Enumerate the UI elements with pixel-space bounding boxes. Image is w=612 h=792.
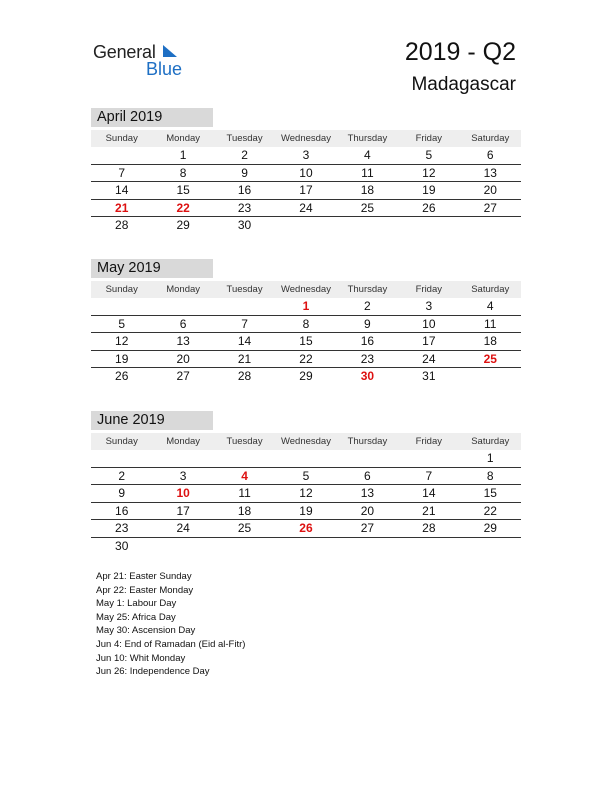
day-cell: 31: [422, 369, 436, 383]
day-cell: 3: [425, 299, 433, 313]
day-cell: 2: [364, 299, 371, 313]
day-cell: 27: [483, 200, 497, 215]
weekday-label: Tuesday: [226, 133, 263, 144]
day-cell: 11: [361, 165, 374, 180]
day-cell: 22: [299, 351, 313, 366]
day-cell: 11: [238, 486, 251, 500]
holiday-item: Jun 4: End of Ramadan (Eid al-Fitr): [96, 638, 246, 650]
holiday-item: May 30: Ascension Day: [96, 625, 196, 637]
week-row: [91, 200, 521, 218]
day-cell: 9: [364, 316, 371, 331]
day-cell: 10: [299, 165, 313, 180]
weekday-label: Sunday: [105, 284, 138, 295]
holiday-list: [96, 570, 396, 679]
day-cell: 23: [237, 200, 252, 215]
day-cell: [152, 298, 213, 315]
week-row: [91, 351, 521, 369]
day-cell: 18: [360, 183, 375, 197]
day-cell: 27: [360, 521, 375, 535]
day-cell: 30: [237, 218, 252, 232]
logo-general-text: General: [93, 42, 156, 62]
week-row: [91, 333, 521, 351]
day-cell: 4: [486, 299, 494, 313]
day-cell: 3: [302, 148, 310, 162]
day-cell: 8: [486, 468, 494, 483]
day-cell: 23: [360, 351, 375, 366]
day-cell: 26: [299, 521, 313, 535]
day-cell: 28: [237, 369, 252, 383]
day-cell: 3: [179, 468, 187, 483]
weekday-label: Friday: [415, 284, 443, 295]
weekday-label: Thursday: [347, 436, 388, 447]
week-row: [91, 182, 521, 200]
day-cell: 17: [299, 183, 313, 197]
week-row: [91, 468, 521, 486]
week-row: [91, 147, 521, 165]
holiday-item: May 1: Labour Day: [96, 598, 177, 610]
day-cell: 7: [118, 165, 126, 180]
day-cell: 1: [486, 451, 494, 465]
day-cell: [398, 217, 459, 234]
day-cell: [275, 538, 336, 555]
day-cell: 26: [115, 369, 129, 383]
month-label: April 2019: [91, 108, 213, 127]
day-cell: 7: [241, 316, 248, 331]
day-cell: 10: [422, 316, 436, 331]
holiday-item: Jun 26: Independence Day: [96, 666, 210, 678]
day-cell: 9: [241, 165, 248, 180]
day-cell: 30: [115, 538, 129, 553]
week-row: [91, 538, 521, 555]
day-cell: 12: [299, 486, 313, 500]
day-cell: 18: [483, 334, 497, 348]
day-cell: 6: [486, 148, 494, 162]
day-cell: 8: [179, 165, 187, 180]
day-cell: 10: [176, 486, 190, 500]
day-cell: 21: [237, 351, 252, 366]
weekday-label: Monday: [166, 436, 201, 447]
day-cell: 23: [115, 521, 129, 535]
day-cell: 12: [115, 334, 129, 348]
holiday-item: Apr 21: Easter Sunday: [96, 571, 192, 582]
week-row: [91, 520, 521, 538]
holiday-item: Jun 10: Whit Monday: [96, 652, 186, 664]
weekday-header-row: [91, 281, 521, 298]
day-cell: 2: [118, 468, 126, 483]
day-cell: 15: [176, 183, 190, 197]
day-cell: [460, 217, 521, 234]
day-cell: 17: [422, 334, 436, 348]
day-cell: 29: [176, 218, 190, 232]
day-cell: 22: [483, 503, 497, 518]
day-cell: 21: [115, 200, 129, 215]
day-cell: 15: [299, 334, 313, 348]
day-cell: 28: [422, 521, 436, 535]
day-cell: 13: [176, 334, 190, 348]
day-cell: 25: [237, 521, 252, 535]
day-cell: [275, 450, 336, 467]
week-row: [91, 503, 521, 521]
day-cell: 20: [483, 183, 497, 197]
day-cell: [214, 450, 275, 467]
day-cell: 9: [118, 486, 126, 500]
day-cell: 16: [237, 183, 252, 197]
week-row: [91, 217, 521, 234]
weekday-label: Monday: [166, 284, 201, 295]
country-name: Madagascar: [411, 74, 516, 95]
day-cell: 13: [360, 486, 375, 500]
day-cell: 6: [179, 316, 187, 331]
weekday-label: Saturday: [471, 436, 510, 447]
day-cell: 30: [360, 369, 375, 383]
day-cell: 19: [299, 503, 313, 518]
day-cell: 27: [176, 369, 190, 383]
day-cell: [91, 147, 152, 164]
day-cell: [460, 368, 521, 385]
logo: [93, 42, 193, 82]
weekday-label: Wednesday: [280, 284, 331, 295]
month-label: May 2019: [91, 259, 213, 278]
page-title: 2019 - Q2: [404, 38, 516, 66]
month-block: [91, 259, 521, 385]
weekday-label: Tuesday: [226, 284, 263, 295]
day-cell: 1: [179, 148, 187, 162]
day-cell: 11: [484, 316, 497, 331]
week-row: [91, 450, 521, 468]
day-cell: 5: [425, 148, 433, 162]
day-cell: 15: [483, 486, 497, 500]
day-cell: 1: [302, 299, 310, 313]
week-row: [91, 316, 521, 334]
week-row: [91, 165, 521, 183]
day-cell: 24: [176, 521, 190, 535]
holiday-item: Apr 22: Easter Monday: [96, 584, 194, 596]
day-cell: [337, 538, 398, 555]
day-cell: 6: [364, 468, 371, 483]
logo-triangle-icon: [163, 45, 177, 57]
day-cell: 4: [241, 468, 248, 483]
day-cell: [91, 450, 152, 467]
day-cell: 14: [115, 183, 129, 197]
day-cell: 7: [425, 468, 433, 483]
day-cell: [398, 538, 459, 555]
day-cell: 13: [483, 165, 497, 180]
day-cell: [152, 538, 213, 555]
month-block: [91, 108, 521, 234]
day-cell: [152, 450, 213, 467]
weekday-label: Thursday: [347, 133, 388, 144]
day-cell: [398, 450, 459, 467]
day-cell: 5: [302, 468, 310, 483]
weekday-label: Thursday: [347, 284, 388, 295]
day-cell: [91, 298, 152, 315]
weekday-header-row: [91, 433, 521, 450]
weekday-label: Sunday: [105, 133, 138, 144]
day-cell: 25: [360, 200, 375, 215]
day-cell: [275, 217, 336, 234]
day-cell: 21: [422, 503, 436, 518]
weekday-label: Wednesday: [280, 133, 331, 144]
weekday-label: Friday: [415, 133, 443, 144]
day-cell: 28: [115, 218, 129, 232]
week-row: [91, 485, 521, 503]
logo-blue-text: Blue: [146, 59, 183, 79]
weekday-header-row: [91, 130, 521, 147]
day-cell: 24: [299, 200, 313, 215]
day-cell: 20: [360, 503, 375, 518]
day-cell: 22: [176, 200, 190, 215]
day-cell: 16: [115, 503, 129, 518]
day-cell: 2: [241, 148, 248, 162]
day-cell: [460, 538, 521, 555]
day-cell: 29: [483, 521, 497, 535]
day-cell: 12: [422, 165, 436, 180]
day-cell: 16: [360, 334, 375, 348]
weekday-label: Monday: [166, 133, 201, 144]
day-cell: 14: [237, 334, 252, 348]
day-cell: 8: [302, 316, 310, 331]
day-cell: 19: [115, 351, 129, 366]
month-block: [91, 411, 521, 554]
day-cell: 25: [483, 351, 497, 366]
day-cell: 5: [118, 316, 126, 331]
day-cell: 29: [299, 369, 313, 383]
weekday-label: Saturday: [471, 133, 510, 144]
weekday-label: Saturday: [471, 284, 510, 295]
day-cell: 17: [176, 503, 190, 518]
day-cell: 24: [422, 351, 436, 366]
day-cell: [214, 298, 275, 315]
day-cell: [337, 450, 398, 467]
holiday-item: May 25: Africa Day: [96, 611, 176, 623]
month-label: June 2019: [91, 411, 213, 430]
weekday-label: Friday: [415, 436, 443, 447]
day-cell: [214, 538, 275, 555]
day-cell: 26: [422, 200, 436, 215]
day-cell: 14: [422, 486, 436, 500]
day-cell: 20: [176, 351, 190, 366]
week-row: [91, 368, 521, 385]
day-cell: 4: [364, 148, 371, 162]
weekday-label: Sunday: [105, 436, 138, 447]
day-cell: 18: [237, 503, 252, 518]
week-row: [91, 298, 521, 316]
weekday-label: Wednesday: [280, 436, 331, 447]
weekday-label: Tuesday: [226, 436, 263, 447]
day-cell: 19: [422, 183, 436, 197]
day-cell: [337, 217, 398, 234]
